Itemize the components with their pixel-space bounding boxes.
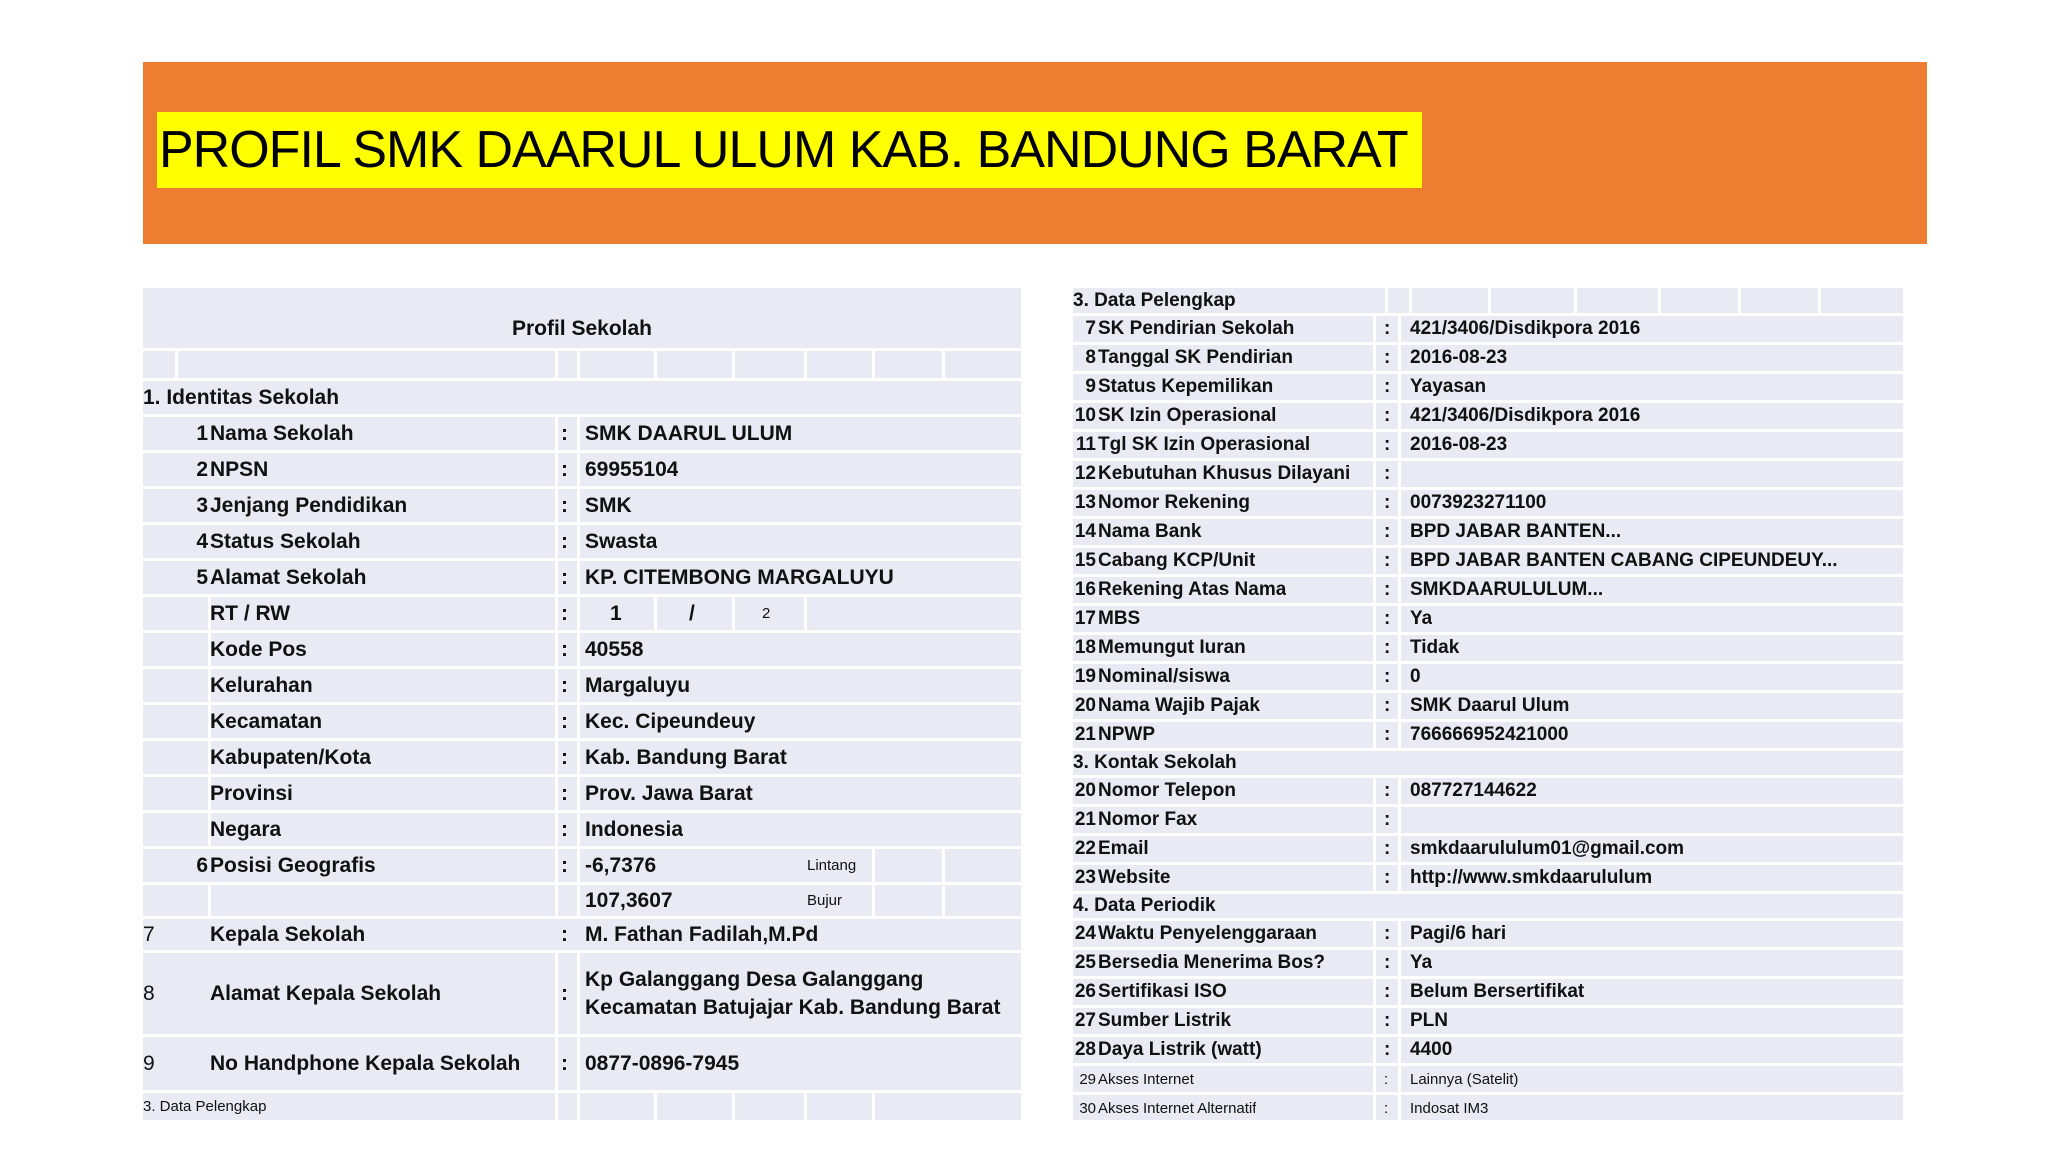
row-number: 25 xyxy=(1074,952,1096,973)
section-title: 3. Data Pelengkap xyxy=(1073,289,1236,311)
row-value: Ya xyxy=(1410,608,1433,629)
colon: : xyxy=(1384,952,1391,973)
row-label: Sumber Listrik xyxy=(1098,1010,1232,1031)
row-value: PLN xyxy=(1410,1010,1448,1031)
colon: : xyxy=(1384,1039,1391,1060)
row-number: 1 xyxy=(196,421,208,445)
colon: : xyxy=(1384,1010,1391,1031)
row-value: Indosat IM3 xyxy=(1410,1099,1489,1117)
row-value: 2016-08-23 xyxy=(1410,434,1508,455)
table-row xyxy=(1073,1005,1903,1034)
row-label: Kelurahan xyxy=(210,673,313,697)
colon: : xyxy=(561,709,568,733)
row-number: 7 xyxy=(143,922,155,946)
rt-rw-row xyxy=(143,594,1021,630)
table-row xyxy=(143,738,1021,774)
row-label: Akses Internet xyxy=(1098,1070,1194,1088)
colon: : xyxy=(1384,463,1391,484)
row-label: NPWP xyxy=(1098,724,1155,745)
row-label: Sertifikasi ISO xyxy=(1098,981,1227,1002)
row-label: Nama Wajib Pajak xyxy=(1098,695,1260,716)
table-row xyxy=(1073,400,1903,429)
colon: : xyxy=(561,637,568,661)
row-number: 11 xyxy=(1075,434,1096,455)
row-label: Tgl SK Izin Operasional xyxy=(1098,434,1311,455)
row-label: Kecamatan xyxy=(210,709,323,733)
table-header-row xyxy=(143,288,1021,348)
row-number: 27 xyxy=(1074,1010,1096,1031)
colon: : xyxy=(561,529,568,553)
colon: : xyxy=(1384,550,1391,571)
row-label: Posisi Geografis xyxy=(210,853,376,877)
colon: : xyxy=(1384,579,1391,600)
colon: : xyxy=(1384,405,1391,426)
row-label: Waktu Penyelenggaraan xyxy=(1098,923,1317,944)
colon: : xyxy=(1384,695,1391,716)
row-value: Kp Galanggang Desa Galanggang Kecamatan Batujajar Kab. Bandung Barat xyxy=(585,967,1001,1019)
colon: : xyxy=(1384,981,1391,1002)
row-value: Kec. Cipeundeuy xyxy=(585,709,756,733)
row-value: 2016-08-23 xyxy=(1410,347,1508,368)
row-number: 7 xyxy=(1085,318,1096,339)
table-row xyxy=(1073,947,1903,976)
colon: : xyxy=(561,457,568,481)
supplementary-data-table xyxy=(1073,288,1903,1120)
colon: : xyxy=(561,601,568,625)
row-value: Swasta xyxy=(585,529,658,553)
row-value: Prov. Jawa Barat xyxy=(585,781,753,805)
section-row xyxy=(1073,748,1903,775)
row-label: Nama Bank xyxy=(1098,521,1202,542)
table-row xyxy=(1073,603,1903,632)
table-row xyxy=(1073,976,1903,1005)
table-row xyxy=(143,666,1021,702)
colon: : xyxy=(1384,521,1391,542)
empty-grid-row xyxy=(143,348,1021,378)
row-label: NPSN xyxy=(210,457,269,481)
colon: : xyxy=(1384,809,1391,830)
row-label: Provinsi xyxy=(210,781,293,805)
row-number: 28 xyxy=(1074,1039,1096,1060)
school-profile-table xyxy=(143,288,1021,1120)
row-value: 421/3406/Disdikpora 2016 xyxy=(1410,318,1641,339)
colon: : xyxy=(1384,347,1391,368)
table-row xyxy=(1073,574,1903,603)
row-number: 21 xyxy=(1074,724,1096,745)
section-title: 1. Identitas Sekolah xyxy=(143,385,340,409)
row-value: 0073923271100 xyxy=(1410,492,1547,513)
table-row xyxy=(1073,1034,1903,1063)
row-label: Negara xyxy=(210,817,282,841)
row-label: Alamat Sekolah xyxy=(210,565,367,589)
table-row xyxy=(143,558,1021,594)
row-number: 20 xyxy=(1074,695,1096,716)
colon: : xyxy=(561,745,568,769)
colon: : xyxy=(1384,608,1391,629)
colon: : xyxy=(1384,492,1391,513)
row-value: 69955104 xyxy=(585,457,679,481)
rt-rw-separator: / xyxy=(689,601,695,625)
rt-value: 1 xyxy=(610,601,622,625)
row-value: Lainnya (Satelit) xyxy=(1410,1070,1519,1088)
colon: : xyxy=(1384,838,1391,859)
row-number: 22 xyxy=(1074,838,1096,859)
row-number: 18 xyxy=(1074,637,1096,658)
row-number: 10 xyxy=(1074,405,1096,426)
colon: : xyxy=(561,853,568,877)
colon: : xyxy=(561,493,568,517)
table-row xyxy=(1073,719,1903,748)
row-number: 29 xyxy=(1079,1070,1096,1088)
row-number: 21 xyxy=(1074,809,1096,830)
row-label: SK Pendirian Sekolah xyxy=(1098,318,1295,339)
table-row xyxy=(1073,429,1903,458)
row-value: smkdaarululum01@gmail.com xyxy=(1410,838,1685,859)
rw-value: 2 xyxy=(762,605,771,622)
colon: : xyxy=(1384,666,1391,687)
row-number: 5 xyxy=(196,565,208,589)
latitude-value: -6,7376 xyxy=(585,853,657,877)
row-value: Margaluyu xyxy=(585,673,691,697)
geo-row xyxy=(143,882,1021,916)
row-number: 9 xyxy=(143,1051,155,1075)
colon: : xyxy=(1384,1070,1389,1088)
table-row xyxy=(1073,458,1903,487)
row-number: 26 xyxy=(1074,981,1096,1002)
page-title: PROFIL SMK DAARUL ULUM KAB. BANDUNG BARAT xyxy=(157,112,1422,188)
row-number: 17 xyxy=(1074,608,1096,629)
row-value: Yayasan xyxy=(1410,376,1487,397)
row-number: 6 xyxy=(196,853,208,877)
table-row xyxy=(1073,690,1903,719)
row-value: M. Fathan Fadilah,M.Pd xyxy=(585,922,819,946)
colon: : xyxy=(561,565,568,589)
row-label: Jenjang Pendidikan xyxy=(210,493,408,517)
row-value: Pagi/6 hari xyxy=(1410,923,1507,944)
table-row xyxy=(1073,516,1903,545)
row-value: BPD JABAR BANTEN... xyxy=(1410,521,1622,542)
row-number: 9 xyxy=(1085,376,1096,397)
row-value: Kab. Bandung Barat xyxy=(585,745,787,769)
longitude-value: 107,3607 xyxy=(585,888,673,912)
colon: : xyxy=(561,981,568,1005)
section-title: 4. Data Periodik xyxy=(1073,895,1216,916)
table-row xyxy=(143,414,1021,450)
row-label: Nomor Telepon xyxy=(1098,780,1236,801)
table-row xyxy=(143,486,1021,522)
table-row xyxy=(143,450,1021,486)
colon: : xyxy=(1384,434,1391,455)
row-number: 19 xyxy=(1074,666,1096,687)
row-value: SMK xyxy=(585,493,632,517)
table-row xyxy=(1073,775,1903,804)
row-label: Kebutuhan Khusus Dilayani xyxy=(1098,463,1351,484)
section-title: 3. Kontak Sekolah xyxy=(1073,752,1237,773)
row-value: 087727144622 xyxy=(1410,780,1537,801)
colon: : xyxy=(1384,867,1391,888)
table-row xyxy=(143,916,1021,950)
section-row xyxy=(1073,288,1903,313)
row-label: Nomor Fax xyxy=(1098,809,1198,830)
row-label: Nama Sekolah xyxy=(210,421,354,445)
table-row xyxy=(1073,833,1903,862)
footer-label: 3. Data Pelengkap xyxy=(143,1098,267,1115)
colon: : xyxy=(561,421,568,445)
row-value: Ya xyxy=(1410,952,1433,973)
row-number: 14 xyxy=(1074,521,1096,542)
section-row xyxy=(1073,891,1903,918)
latitude-label: Lintang xyxy=(807,857,857,874)
table-row xyxy=(143,702,1021,738)
colon: : xyxy=(1384,724,1391,745)
row-value: KP. CITEMBONG MARGALUYU xyxy=(585,565,894,589)
row-value: 766666952421000 xyxy=(1410,724,1569,745)
row-label: Website xyxy=(1098,867,1171,888)
colon: : xyxy=(1384,923,1391,944)
row-number: 24 xyxy=(1074,923,1096,944)
row-label: Alamat Kepala Sekolah xyxy=(210,981,442,1005)
table-footer-row xyxy=(143,1090,1021,1120)
row-label: Tanggal SK Pendirian xyxy=(1098,347,1293,368)
table-row xyxy=(1073,487,1903,516)
table-row xyxy=(1073,545,1903,574)
table-row xyxy=(1073,313,1903,342)
geo-row xyxy=(143,846,1021,882)
table-row xyxy=(1073,1063,1903,1092)
table-row xyxy=(1073,371,1903,400)
row-value: 0877-0896-7945 xyxy=(585,1051,740,1075)
row-number: 15 xyxy=(1074,550,1096,571)
row-value: 0 xyxy=(1410,666,1421,687)
row-label: Memungut Iuran xyxy=(1098,637,1246,658)
row-label: RT / RW xyxy=(210,601,291,625)
table-header: Profil Sekolah xyxy=(511,317,653,340)
row-label: Akses Internet Alternatif xyxy=(1098,1099,1257,1117)
row-value: 421/3406/Disdikpora 2016 xyxy=(1410,405,1641,426)
table-row xyxy=(1073,804,1903,833)
colon: : xyxy=(1384,780,1391,801)
row-number: 16 xyxy=(1074,579,1096,600)
row-number: 8 xyxy=(1085,347,1096,368)
row-number: 20 xyxy=(1074,780,1096,801)
table-row xyxy=(143,1034,1021,1090)
table-row xyxy=(143,950,1021,1034)
row-value: 40558 xyxy=(585,637,644,661)
row-label: SK Izin Operasional xyxy=(1098,405,1277,426)
row-label: Kabupaten/Kota xyxy=(210,745,372,769)
colon: : xyxy=(561,781,568,805)
table-row xyxy=(143,522,1021,558)
table-row xyxy=(1073,918,1903,947)
row-label: Nominal/siswa xyxy=(1098,666,1230,687)
table-row xyxy=(143,774,1021,810)
table-row xyxy=(143,810,1021,846)
row-number: 4 xyxy=(196,529,208,553)
row-label: Kode Pos xyxy=(210,637,307,661)
row-label: Rekening Atas Nama xyxy=(1098,579,1287,600)
row-label: No Handphone Kepala Sekolah xyxy=(210,1051,521,1075)
row-number: 23 xyxy=(1074,867,1096,888)
table-row xyxy=(1073,1092,1903,1121)
table-row xyxy=(143,630,1021,666)
row-label: Bersedia Menerima Bos? xyxy=(1098,952,1326,973)
row-number: 2 xyxy=(196,457,208,481)
row-label: Nomor Rekening xyxy=(1098,492,1251,513)
table-row xyxy=(1073,632,1903,661)
row-number: 8 xyxy=(143,981,155,1005)
row-label: Daya Listrik (watt) xyxy=(1098,1039,1262,1060)
row-value: http://www.smkdaarululum xyxy=(1410,867,1653,888)
row-label: Email xyxy=(1098,838,1149,859)
row-value: BPD JABAR BANTEN CABANG CIPEUNDEUY... xyxy=(1410,550,1838,571)
row-label: Status Sekolah xyxy=(210,529,361,553)
colon: : xyxy=(1384,1099,1389,1117)
row-number: 12 xyxy=(1074,463,1096,484)
row-label: Cabang KCP/Unit xyxy=(1098,550,1256,571)
row-value: 4400 xyxy=(1410,1039,1453,1060)
section-row xyxy=(143,378,1021,414)
row-number: 13 xyxy=(1074,492,1096,513)
row-value: SMK Daarul Ulum xyxy=(1410,695,1570,716)
row-value: Tidak xyxy=(1410,637,1460,658)
row-label: Kepala Sekolah xyxy=(210,922,366,946)
colon: : xyxy=(1384,637,1391,658)
row-value: SMK DAARUL ULUM xyxy=(585,421,793,445)
row-label: Status Kepemilikan xyxy=(1098,376,1274,397)
row-number: 3 xyxy=(196,493,208,517)
colon: : xyxy=(1384,376,1391,397)
colon: : xyxy=(561,673,568,697)
colon: : xyxy=(561,922,568,946)
row-label: MBS xyxy=(1098,608,1141,629)
row-value: SMKDAARULULUM... xyxy=(1410,579,1604,600)
table-row xyxy=(1073,661,1903,690)
row-value: Belum Bersertifikat xyxy=(1410,981,1585,1002)
colon: : xyxy=(561,1051,568,1075)
row-number: 30 xyxy=(1079,1099,1096,1117)
table-row xyxy=(1073,862,1903,891)
table-row xyxy=(1073,342,1903,371)
colon: : xyxy=(561,817,568,841)
row-value: Indonesia xyxy=(585,817,684,841)
longitude-label: Bujur xyxy=(807,892,843,909)
colon: : xyxy=(1384,318,1391,339)
